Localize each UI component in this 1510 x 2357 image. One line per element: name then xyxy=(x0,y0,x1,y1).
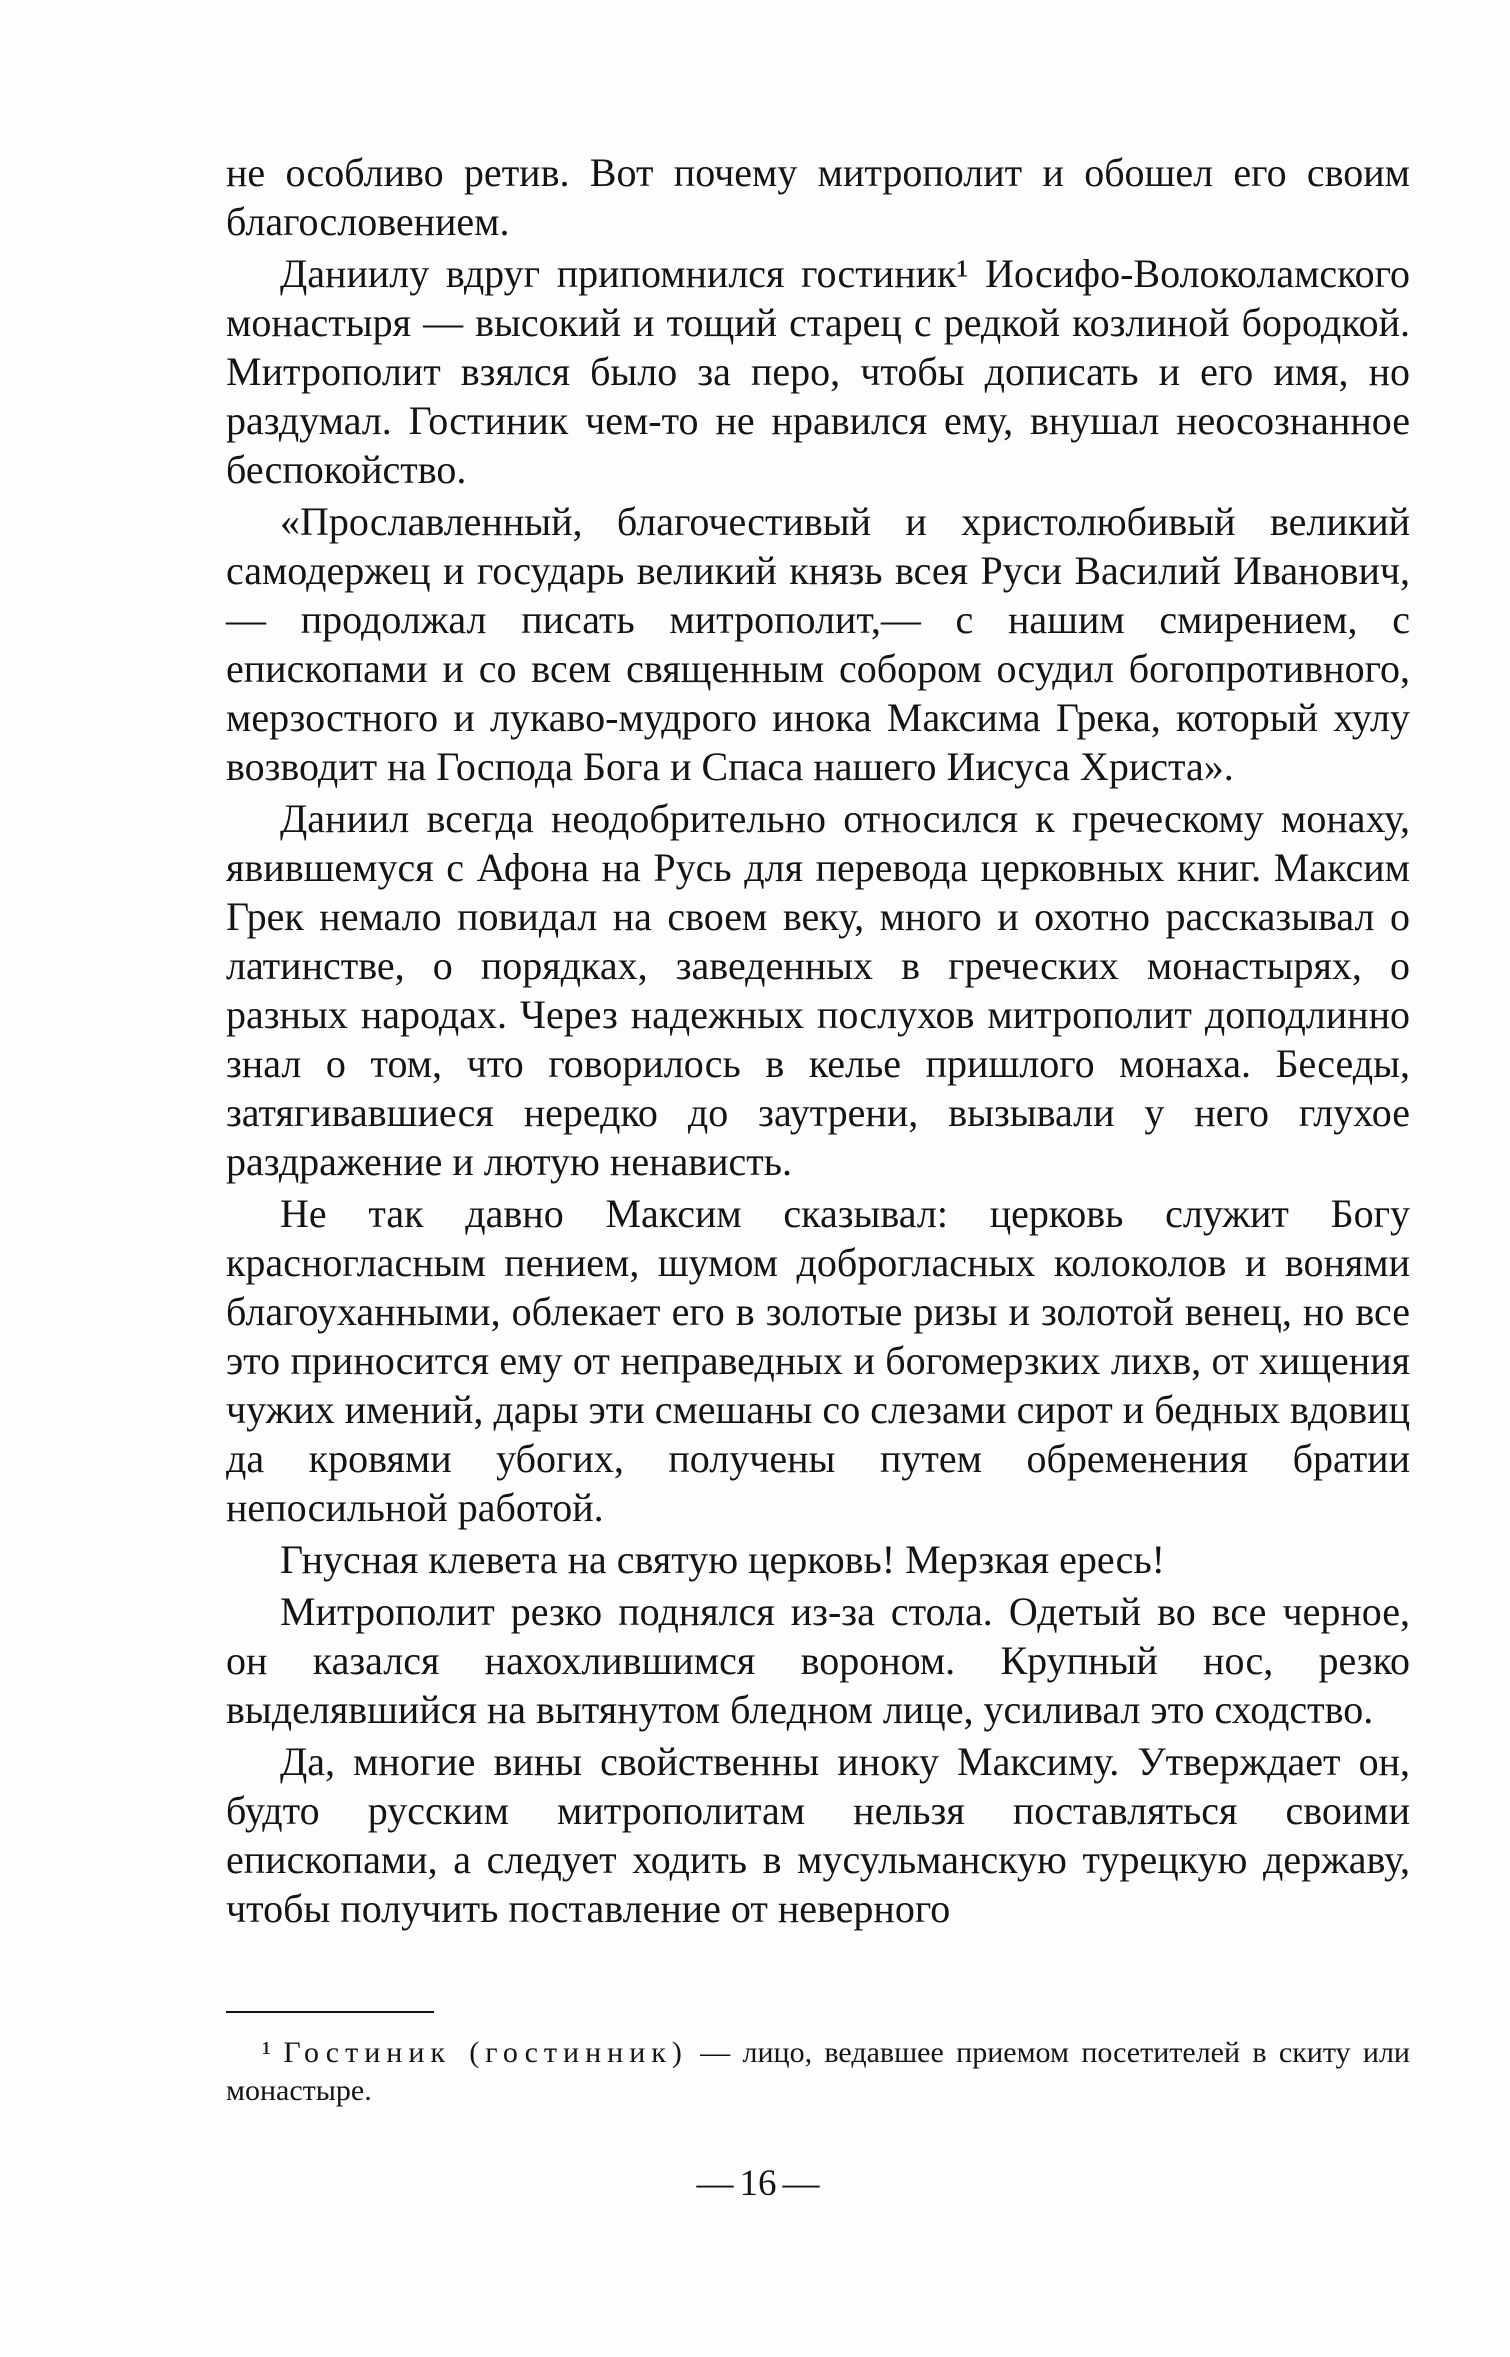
footnote-text: — лицо, ведавшее приемом посетителей в скиту или монастыре. xyxy=(226,2036,1410,2107)
paragraph: Не так давно Максим сказывал: церковь служит Богу красногласным пением, шумом доброгласных колоколов и вонями благоуханными, облекает его в золотые ризы и золотой венец, но все это приносится ему от неправедных и богомерзких лихв, от хищения чужих имений, дары эти смешаны со слезами сирот и бедных вдовиц да кровями убогих, получены путем обременения братии непосильной работой. xyxy=(226,1191,1410,1530)
footnote-marker: ¹ xyxy=(262,2036,271,2069)
paragraph: Даниил всегда неодобрительно относился к греческому монаху, явившемуся с Афона на Русь для перевода церковных книг. Максим Грек немало повидал на своем веку, много и охотно рассказывал о латинстве, о порядках, заведенных в греческих монастырях, о разных народах. Через надежных послухов митрополит доподлинно знал о том, что говорилось в келье пришлого монаха. Беседы, затягивавшиеся нередко до заутрени, вызывали у него глухое раздражение и лютую ненависть. xyxy=(226,796,1410,1184)
paragraph: Даниилу вдруг припомнился гостиник¹ Иосифо-Волоколамского монастыря — высокий и тощий старец с редкой козлиной бородкой. Митрополит взялся было за перо, чтобы дописать и его имя, но раздумал. Гостиник чем-то не нравился ему, внушал неосознанное беспокойство. xyxy=(226,251,1410,492)
footnote-term: Гостиник (гостинник) xyxy=(283,2036,688,2069)
body-text xyxy=(226,148,1410,1936)
paragraph: Да, многие вины свойственны иноку Максиму. Утверждает он, будто русским митрополитам нельзя поставляться своими епископами, а следует ходить в мусульманскую турецкую державу, чтобы получить поставление от неверного xyxy=(226,1739,1410,1931)
paragraph: Гнусная клевета на святую церковь! Мерзкая ересь! xyxy=(280,1537,1165,1582)
page-number-dash-right: — xyxy=(782,2163,820,2204)
footnote xyxy=(226,2034,1410,2110)
paragraph: «Прославленный, благочестивый и христолюбивый великий самодержец и государь великий князь всея Руси Василий Иванович,— продолжал писать митрополит,— с нашим смирением, с епископами и со всем священным собором осудил богопротивного, мерзостного и лукаво-мудрого инока Максима Грека, который хулу возводит на Господа Бога и Спаса нашего Иисуса Христа». xyxy=(226,499,1410,789)
paragraph: Митрополит резко поднялся из-за стола. Одетый во все черное, он казался нахохлившимся вороном. Крупный нос, резко выделявшийся на вытянутом бледном лице, усиливал это сходство. xyxy=(226,1589,1410,1732)
footnote-divider xyxy=(226,2011,434,2013)
page-number xyxy=(0,2162,1510,2206)
page-number-value: 16 xyxy=(739,2163,777,2204)
page-number-dash-left: — xyxy=(696,2163,734,2204)
paragraph: не особливо ретив. Вот почему митрополит и обошел его своим благословением. xyxy=(226,150,1410,244)
